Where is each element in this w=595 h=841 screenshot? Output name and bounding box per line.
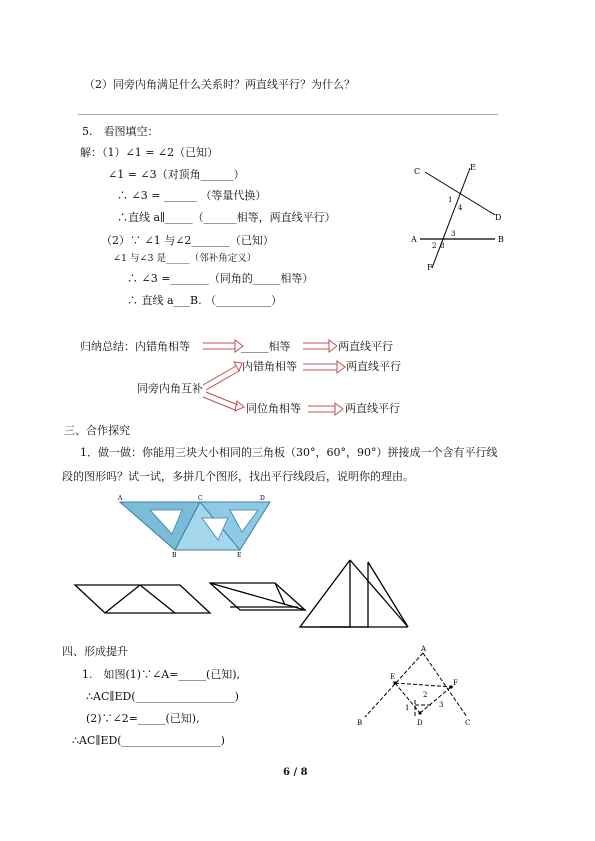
- q5-angle-3: 3: [451, 230, 456, 238]
- q5-label-F: F: [427, 263, 433, 272]
- summary-end: 两直线平行: [338, 340, 393, 353]
- section3-heading: 三、合作探究: [64, 424, 130, 437]
- arrow-down: [203, 392, 244, 411]
- summary-label: 归纳总结：内错角相等: [80, 340, 190, 353]
- q5-label-D: D: [495, 213, 502, 222]
- q5-line4: ∴直线 a∥_____（______相等，两直线平行）: [117, 211, 336, 224]
- section4-heading: 四、形成提升: [62, 645, 128, 658]
- ruler-label-C: C: [198, 495, 203, 502]
- page-number: 6 / 8: [283, 767, 308, 778]
- arrow-up: [203, 362, 242, 390]
- q5-line5: （2）∵ ∠1 与∠2_______（已知）: [101, 234, 274, 247]
- q5-line1: 解：（1）∠1 = ∠2（已知）: [80, 146, 219, 159]
- q5-line7: ∴ ∠3 =_______（同角的_____相等）: [127, 272, 314, 285]
- ruler-label-E: E: [237, 552, 242, 559]
- summary-branch2: 同位角相等: [246, 402, 301, 415]
- s4-label-D: D: [417, 719, 423, 727]
- arrow-2: [303, 340, 337, 352]
- ruler-label-A: A: [118, 495, 123, 502]
- section4-line1: 1. 如图(1)∵∠A=_____(已知),: [82, 668, 241, 681]
- q5-label-B: B: [498, 235, 504, 244]
- triangle-arrangements: [70, 555, 415, 635]
- q5-line3: ∴ ∠3 = ______ （等量代换）: [117, 189, 267, 202]
- triangle-rulers-photo: [110, 492, 290, 557]
- q5-angle-1: 1: [448, 196, 453, 204]
- q5-title: 5. 看图填空：: [82, 125, 159, 138]
- s4-angle-2: 2: [423, 691, 428, 699]
- q5-label-C: C: [414, 167, 421, 176]
- q5-line2: ∠1 = ∠3（对顶角______）: [108, 168, 245, 181]
- summary-branch-root: 同旁内角互补: [137, 382, 203, 395]
- section3-p1: 1．做一做：你能用三块大小相同的三角板（30°，60°，90°）拼接成一个含有平行线: [80, 446, 498, 459]
- q5-label-A: A: [411, 235, 417, 244]
- section3-p2: 段的图形吗？试一试，多拼几个图形，找出平行线段后，说明你的理由。: [62, 470, 414, 483]
- q5-angle-4: 4: [458, 204, 463, 212]
- s4-label-E: E: [390, 673, 396, 681]
- arrow-4: [308, 403, 343, 415]
- s4-label-A: A: [421, 645, 427, 653]
- summary-branch1: 内错角相等: [242, 360, 297, 373]
- s4-angle-1: 1: [405, 704, 410, 712]
- previous-question: （2）同旁内角满足什么关系时？两直线平行？为什么？: [84, 78, 355, 91]
- section4-line4: ∴AC∥ED(__________________): [72, 734, 225, 747]
- svg-text:8: 8: [440, 242, 445, 250]
- q5-line6: ∠1 与∠3 是_____（邻补角定义）: [113, 253, 257, 264]
- section4-line3: (2)∵∠2=_____(已知),: [86, 712, 200, 725]
- q5-label-E: E: [470, 163, 476, 172]
- ruler-label-D: D: [260, 495, 265, 502]
- summary-branch1-end: 两直线平行: [346, 360, 401, 373]
- summary-mid: _____相等: [241, 340, 291, 353]
- summary-branch2-end: 两直线平行: [345, 402, 400, 415]
- s4-angle-3: 3: [439, 701, 444, 709]
- section4-line2: ∴AC∥ED(__________________): [86, 690, 239, 703]
- section4-figure: [355, 645, 480, 735]
- s4-label-C: C: [465, 719, 471, 727]
- arrow-1: [203, 340, 243, 352]
- s4-label-F: F: [453, 679, 458, 687]
- q5-angle-2: 2: [432, 242, 437, 250]
- s4-label-B: B: [357, 719, 363, 727]
- ruler-label-B: B: [172, 552, 177, 559]
- arrow-3: [303, 361, 345, 373]
- q5-line8: ∴ 直线 a___B. （__________）: [127, 294, 283, 307]
